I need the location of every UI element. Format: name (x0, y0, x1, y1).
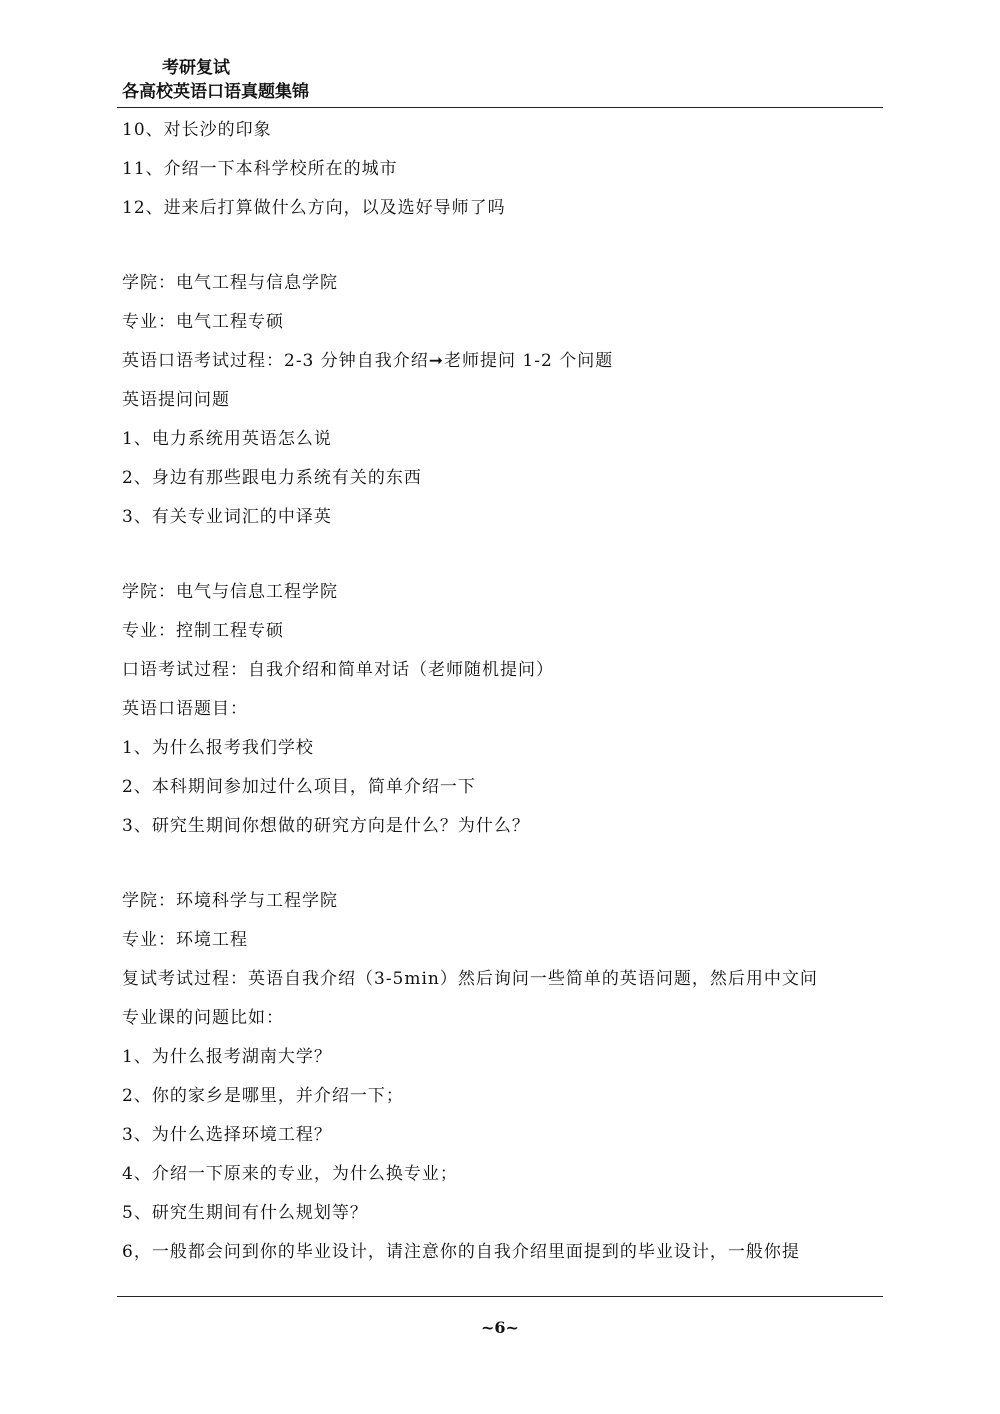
question-item: 4、介绍一下原来的专业，为什么换专业； (122, 1164, 458, 1184)
exam-process-text: 专业课的问题比如： (122, 1008, 284, 1028)
college-label: 学院：电气工程与信息学院 (122, 273, 338, 293)
question-item: 5、研究生期间有什么规划等？ (122, 1203, 368, 1223)
question-item: 1、为什么报考湖南大学？ (122, 1047, 332, 1067)
header-subtitle: 各高校英语口语真题集锦 (122, 82, 309, 102)
page-header (122, 56, 882, 104)
header-title: 考研复试 (162, 58, 230, 78)
footer-divider (117, 1296, 883, 1297)
college-label: 学院：环境科学与工程学院 (122, 891, 338, 911)
major-label: 专业：电气工程专硕 (122, 312, 284, 332)
section-heading: 英语提问问题 (122, 390, 230, 410)
college-label: 学院：电气与信息工程学院 (122, 582, 338, 602)
section-heading: 英语口语题目： (122, 699, 248, 719)
page-number: ~6~ (481, 1318, 519, 1337)
exam-process-text: 口语考试过程：自我介绍和简单对话（老师随机提问） (122, 660, 554, 680)
major-label: 专业：控制工程专硕 (122, 621, 284, 641)
question-item: 3、有关专业词汇的中译英 (122, 507, 332, 527)
exam-process-text: 复试考试过程：英语自我介绍（3-5min）然后询问一些简单的英语问题，然后用中文问 (122, 969, 818, 989)
question-item: 12、进来后打算做什么方向，以及选好导师了吗 (122, 198, 506, 218)
question-item: 2、本科期间参加过什么项目，简单介绍一下 (122, 777, 476, 797)
question-item: 10、对长沙的印象 (122, 120, 272, 140)
question-item: 2、身边有那些跟电力系统有关的东西 (122, 468, 422, 488)
question-item: 6，一般都会问到你的毕业设计，请注意你的自我介绍里面提到的毕业设计，一般你提 (122, 1242, 800, 1262)
header-divider (117, 107, 883, 108)
question-item: 1、电力系统用英语怎么说 (122, 429, 332, 449)
major-label: 专业：环境工程 (122, 930, 248, 950)
question-item: 3、研究生期间你想做的研究方向是什么？为什么？ (122, 816, 530, 836)
question-item: 2、你的家乡是哪里，并介绍一下； (122, 1086, 404, 1106)
question-item: 3、为什么选择环境工程？ (122, 1125, 332, 1145)
exam-process-text: 英语口语考试过程：2-3 分钟自我介绍➞老师提问 1-2 个问题 (122, 351, 614, 371)
question-item: 1、为什么报考我们学校 (122, 738, 314, 758)
question-item: 11、介绍一下本科学校所在的城市 (122, 159, 398, 179)
